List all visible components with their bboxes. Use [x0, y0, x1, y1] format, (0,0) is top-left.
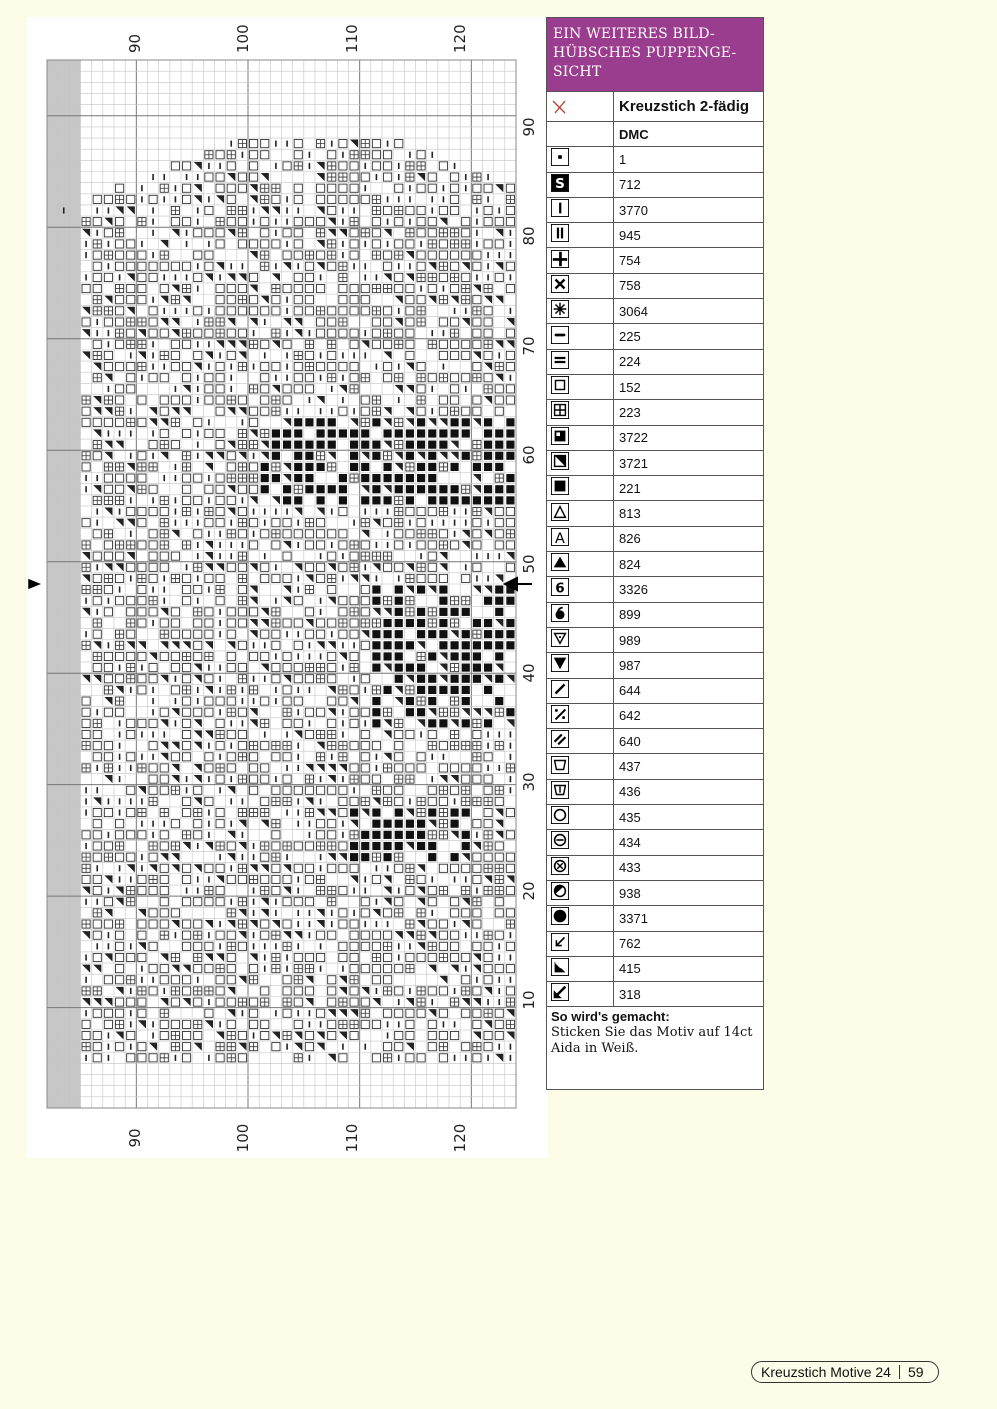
- legend-item: [547, 451, 763, 476]
- magazine-title: Kreuzstich Motive 24: [761, 1364, 891, 1380]
- dash-icon: [551, 326, 569, 348]
- filled-six-icon: [551, 604, 569, 626]
- circle-x-icon: [551, 857, 569, 879]
- legend-item-code: 415: [619, 961, 641, 977]
- square-icon: [551, 376, 569, 398]
- filled-square-icon: [551, 477, 569, 499]
- bottom-axis-label: 120: [451, 1123, 469, 1153]
- center-arrow-left-icon: [29, 580, 39, 588]
- legend-item: [547, 527, 763, 552]
- letter-a-icon: [551, 528, 569, 550]
- legend-item-code: 987: [619, 657, 641, 673]
- triangle-icon: [551, 503, 569, 525]
- svg-text:S: S: [555, 175, 565, 192]
- legend-item-code: 813: [619, 506, 641, 522]
- legend-item: [547, 754, 763, 779]
- cross-stitch-icon: [547, 92, 614, 121]
- filled-circle-icon: [551, 907, 569, 929]
- legend-item: [547, 299, 763, 324]
- legend-item-code: 436: [619, 784, 641, 800]
- legend-item: [547, 198, 763, 223]
- top-axis-label: 100: [234, 24, 252, 53]
- page-number: 59: [907, 1364, 924, 1380]
- stitch-title-row: [547, 91, 763, 122]
- diagonal-square-icon: [551, 452, 569, 474]
- legend-items: [547, 147, 763, 1007]
- legend-item-code: 1: [619, 151, 627, 167]
- legend-item: [547, 476, 763, 501]
- howto-title: So wird's gemacht:: [551, 1009, 670, 1025]
- legend-header-line: SICHT: [553, 64, 602, 80]
- legend-item-code: 989: [619, 632, 641, 648]
- legend-item: [547, 805, 763, 830]
- equals-icon: [551, 351, 569, 373]
- filled-triangle-down-icon: [551, 654, 569, 676]
- arrow-icon: [551, 933, 569, 955]
- cross-stitch-chart: [27, 17, 548, 1158]
- legend-item-code: 224: [619, 354, 641, 370]
- legend-item-code: 758: [619, 278, 641, 294]
- legend-item: [547, 982, 763, 1007]
- legend-item-code: 3371: [619, 910, 648, 926]
- s-icon: [551, 174, 569, 196]
- bold-arrow-icon: [551, 983, 569, 1005]
- bottom-axis-label: 100: [234, 1123, 252, 1153]
- legend-item: [547, 653, 763, 678]
- legend-item: [547, 704, 763, 729]
- right-axis-label: 20: [520, 881, 538, 901]
- legend-item: [547, 729, 763, 754]
- slash-icon: [551, 680, 569, 702]
- legend-item-code: 826: [619, 531, 641, 547]
- right-axis-label: 10: [520, 990, 538, 1010]
- legend-item-code: 433: [619, 860, 641, 876]
- legend-header-line: HÜBSCHES PUPPENGE-: [553, 45, 737, 61]
- asterisk-icon: [551, 300, 569, 322]
- legend-item-code: 938: [619, 885, 641, 901]
- legend-item-code: 762: [619, 936, 641, 952]
- half-circle-icon: [551, 882, 569, 904]
- plus-icon: [551, 250, 569, 272]
- right-axis-label: 40: [520, 663, 538, 683]
- triangle-down-dot-icon: [551, 629, 569, 651]
- circle-minus-icon: [551, 831, 569, 853]
- legend-item: [547, 603, 763, 628]
- legend-item-code: 3326: [619, 581, 648, 597]
- legend-item-code: 640: [619, 733, 641, 749]
- legend-item: [547, 679, 763, 704]
- legend-item: [547, 173, 763, 198]
- legend-item: [547, 628, 763, 653]
- double-slash-icon: [551, 730, 569, 752]
- legend-item-code: 223: [619, 404, 641, 420]
- legend-item: [547, 830, 763, 855]
- legend-item: [547, 552, 763, 577]
- legend-item-code: 3770: [619, 202, 648, 218]
- right-axis-label: 80: [520, 226, 538, 246]
- color-legend: [546, 17, 764, 1090]
- right-axis-label: 70: [520, 336, 538, 356]
- chart-svg: [27, 17, 548, 1158]
- dmc-header-row: [547, 122, 763, 147]
- legend-item: [547, 577, 763, 602]
- legend-item-code: 945: [619, 227, 641, 243]
- legend-item: [547, 856, 763, 881]
- double-bar-icon: [551, 224, 569, 246]
- right-axis-label: 90: [520, 117, 538, 137]
- legend-item-code: 824: [619, 556, 641, 572]
- legend-item-code: 225: [619, 329, 641, 345]
- right-axis-label: 60: [520, 445, 538, 465]
- legend-item-code: 152: [619, 379, 641, 395]
- legend-item: [547, 400, 763, 425]
- legend-header-line: EIN WEITERES BILD-: [553, 26, 715, 42]
- legend-item-code: 644: [619, 683, 641, 699]
- top-axis-label: 120: [451, 24, 469, 53]
- legend-item-code: 3064: [619, 303, 648, 319]
- bottom-axis-label: 110: [343, 1123, 361, 1153]
- legend-item: [547, 426, 763, 451]
- filled-triangle-icon: [551, 553, 569, 575]
- legend-item: [547, 906, 763, 931]
- howto-text: Sticken Sie das Motiv auf 14ct Aida in Weiß.: [551, 1025, 753, 1057]
- legend-item-code: 899: [619, 607, 641, 623]
- legend-item: [547, 223, 763, 248]
- cup-bar-icon: [551, 781, 569, 803]
- legend-header: [547, 18, 763, 91]
- legend-item: [547, 324, 763, 349]
- legend-item: [547, 147, 763, 172]
- right-axis-label: 30: [520, 772, 538, 792]
- svg-text:A: A: [555, 530, 565, 546]
- legend-item-code: 642: [619, 708, 641, 724]
- howto-section: [547, 1007, 763, 1059]
- six-icon: [551, 578, 569, 600]
- legend-item-code: 712: [619, 177, 641, 193]
- legend-item-code: 754: [619, 253, 641, 269]
- legend-item: [547, 780, 763, 805]
- legend-item-code: 221: [619, 480, 641, 496]
- legend-item-code: 435: [619, 809, 641, 825]
- bottom-axis-label: 90: [126, 1128, 144, 1148]
- dmc-label: DMC: [619, 126, 649, 142]
- corner-square-icon: [551, 427, 569, 449]
- legend-item: [547, 248, 763, 273]
- legend-item-code: 318: [619, 986, 641, 1002]
- stitch-symbols: [63, 140, 515, 1062]
- legend-item: [547, 932, 763, 957]
- cup-icon: [551, 756, 569, 778]
- right-axis-label: 50: [520, 554, 538, 574]
- grid-square-icon: [551, 401, 569, 423]
- legend-item: [547, 881, 763, 906]
- dot-icon: [551, 148, 569, 170]
- legend-item-code: 434: [619, 834, 641, 850]
- x-icon: [551, 275, 569, 297]
- stitch-title: Kreuzstich 2-fädig: [619, 98, 750, 115]
- filled-arrow-icon: [551, 958, 569, 980]
- circle-icon: [551, 806, 569, 828]
- legend-item: [547, 274, 763, 299]
- legend-item-code: 3721: [619, 455, 648, 471]
- bar-icon: [551, 199, 569, 221]
- legend-item-code: 3722: [619, 430, 648, 446]
- legend-item-code: 437: [619, 759, 641, 775]
- legend-item: [547, 501, 763, 526]
- top-axis-label: 90: [126, 33, 144, 53]
- svg-text:6: 6: [555, 580, 565, 597]
- legend-item: [547, 375, 763, 400]
- top-axis-label: 110: [343, 24, 361, 53]
- legend-item: [547, 957, 763, 982]
- legend-item: [547, 350, 763, 375]
- page-footer: [751, 1361, 939, 1383]
- percent-icon: [551, 705, 569, 727]
